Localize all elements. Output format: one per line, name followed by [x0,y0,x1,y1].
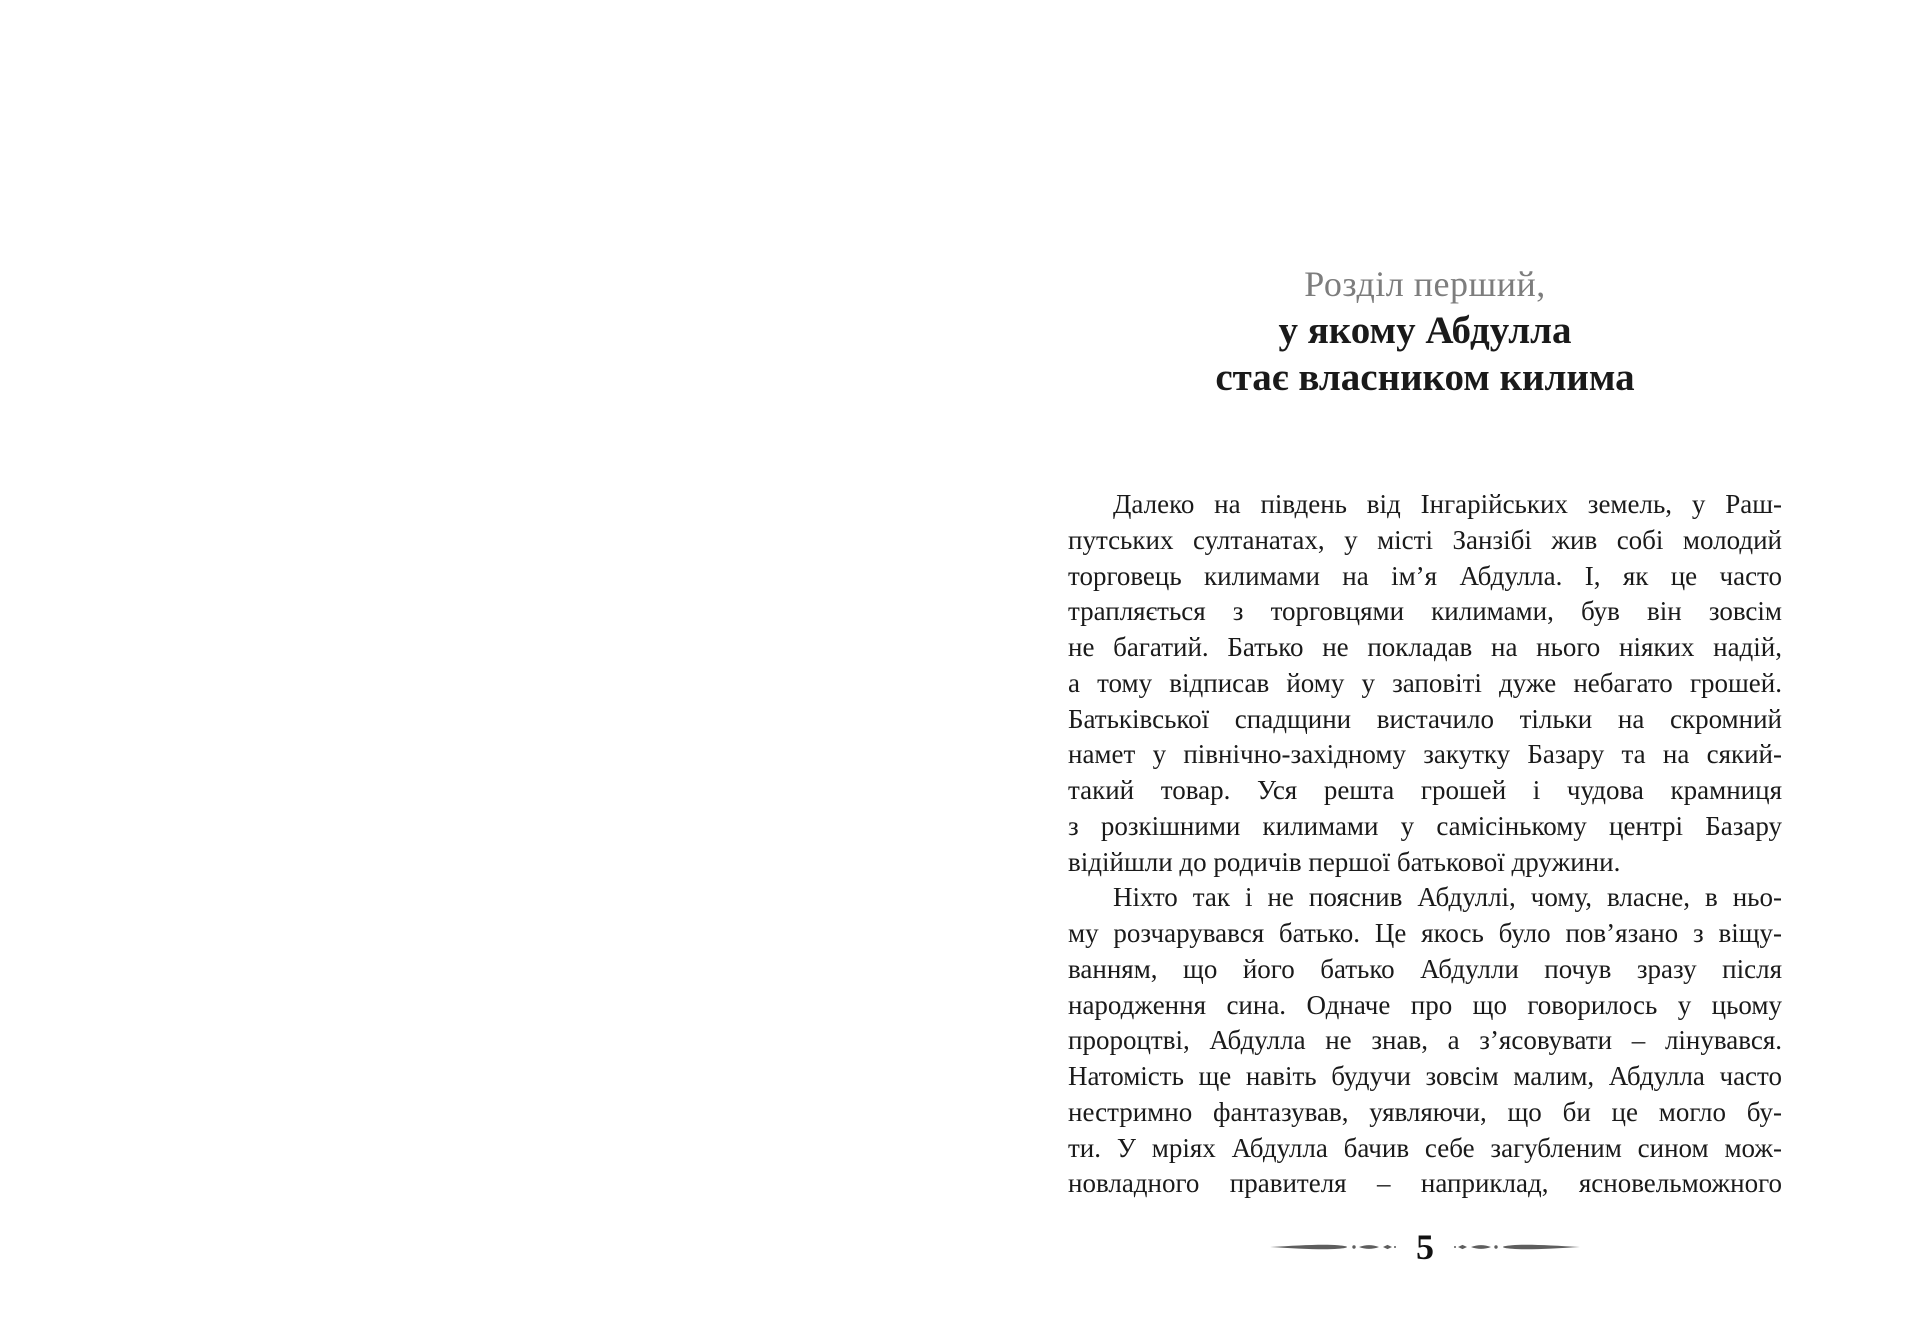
chapter-title-line-2: стає власником килима [1215,356,1635,399]
body-line: ванням, що його батько Абдулли почув зразу після [1068,953,1782,984]
body-text [1068,487,1782,1202]
body-line: путських султанатах, у місті Занзібі жив собі молодий [1068,524,1782,555]
body-line: торговець килимами на ім’я Абдулла. І, як це часто [1068,560,1782,591]
body-line: новладного правителя – наприклад, ясновельможного [1068,1168,1782,1199]
chapter-title-line-1: у якому Абдулла [1278,309,1572,352]
chapter-label: Розділ перший, [1304,264,1546,304]
body-line: намет у північно-західному закутку Базару та на сякий- [1068,739,1782,770]
body-line: ти. У мріях Абдулла бачив себе загубленим сином мож- [1068,1132,1782,1163]
footer-flourish-right-icon [1454,1240,1580,1254]
page-number: 5 [1416,1227,1434,1267]
body-line: а тому відписав йому у заповіті дуже небагато грошей. [1068,667,1782,698]
body-line: пророцтві, Абдулла не знав, а з’ясовувати – лінувався. [1068,1025,1782,1056]
body-line: Далеко на південь від Інгарійських земель, у Раш- [1113,489,1782,519]
body-line: з розкішними килимами у самісінькому центрі Базару [1068,810,1782,841]
body-line: такий товар. Уся решта грошей і чудова крамниця [1068,775,1782,805]
body-line: Батьківської спадщини вистачило тільки на скромний [1068,703,1782,734]
text-column [1068,0,1782,1325]
body-line: трапляється з торговцями килимами, був він зовсім [1068,596,1782,627]
footer-flourish-left-icon [1270,1240,1396,1254]
body-line: нестримно фантазував, уявляючи, що би це могло бу- [1068,1096,1782,1127]
body-line: Ніхто так і не пояснив Абдуллі, чому, власне, в ньо- [1113,882,1782,913]
page-footer [1068,1224,1782,1270]
body-line: відійшли до родичів першої батькової дружини. [1068,846,1621,877]
body-line: му розчарувався батько. Це якось було пов’язано з віщу- [1068,918,1782,948]
body-line: народження сина. Одначе про що говорилось у цьому [1068,989,1782,1020]
body-line: не багатий. Батько не покладав на нього ніяких надій, [1068,632,1782,662]
body-line: Натомість ще навіть будучи зовсім малим, Абдулла часто [1068,1061,1782,1091]
